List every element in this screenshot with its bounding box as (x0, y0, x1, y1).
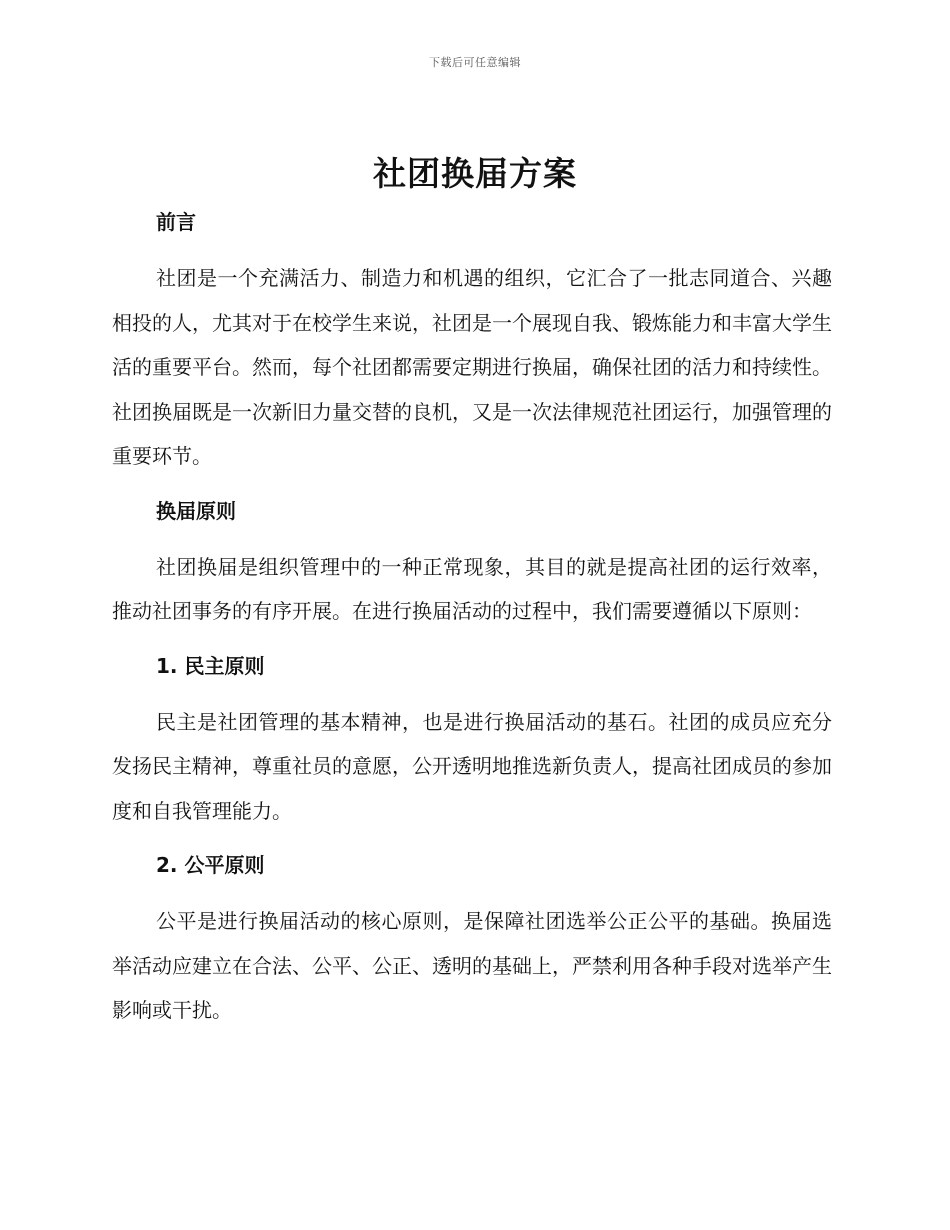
section-paragraph-democracy: 民主是社团管理的基本精神，也是进行换届活动的基石。社团的成员应充分发扬民主精神，尊重社员的意愿，公开透明地推选新负责人，提高社团成员的参加度和自我管理能力。 (112, 709, 832, 823)
document-body (112, 200, 832, 1033)
section-heading-preface: 前言 (156, 210, 196, 234)
section-heading-fairness: 2. 公平原则 (156, 853, 265, 877)
section-heading-principles: 换届原则 (156, 498, 236, 523)
section-paragraph-fairness: 公平是进行换届活动的核心原则，是保障社团选举公正公平的基础。换届选举活动应建立在合法、公平、公正、透明的基础上，严禁利用各种手段对选举产生影响或干扰。 (112, 909, 832, 1022)
section-paragraph-principles: 社团换届是组织管理中的一种正常现象，其目的就是提高社团的运行效率，推动社团事务的有序开展。在进行换届活动的过程中，我们需要遵循以下原则： (112, 554, 832, 623)
section-paragraph-preface: 社团是一个充满活力、制造力和机遇的组织，它汇合了一批志同道合、兴趣相投的人，尤其对于在校学生来说，社团是一个展现自我、锻炼能力和丰富大学生活的重要平台。然而，每个社团都需要定期进行换届，确保社团的活力和持续性。社团换届既是一次新旧力量交替的良机，又是一次法律规范社团运行，加强管理的重要环节。 (112, 266, 832, 468)
header-note: 下载后可任意编辑 (429, 56, 521, 69)
section-heading-democracy: 1. 民主原则 (156, 653, 265, 678)
document-title: 社团换届方案 (373, 154, 577, 193)
